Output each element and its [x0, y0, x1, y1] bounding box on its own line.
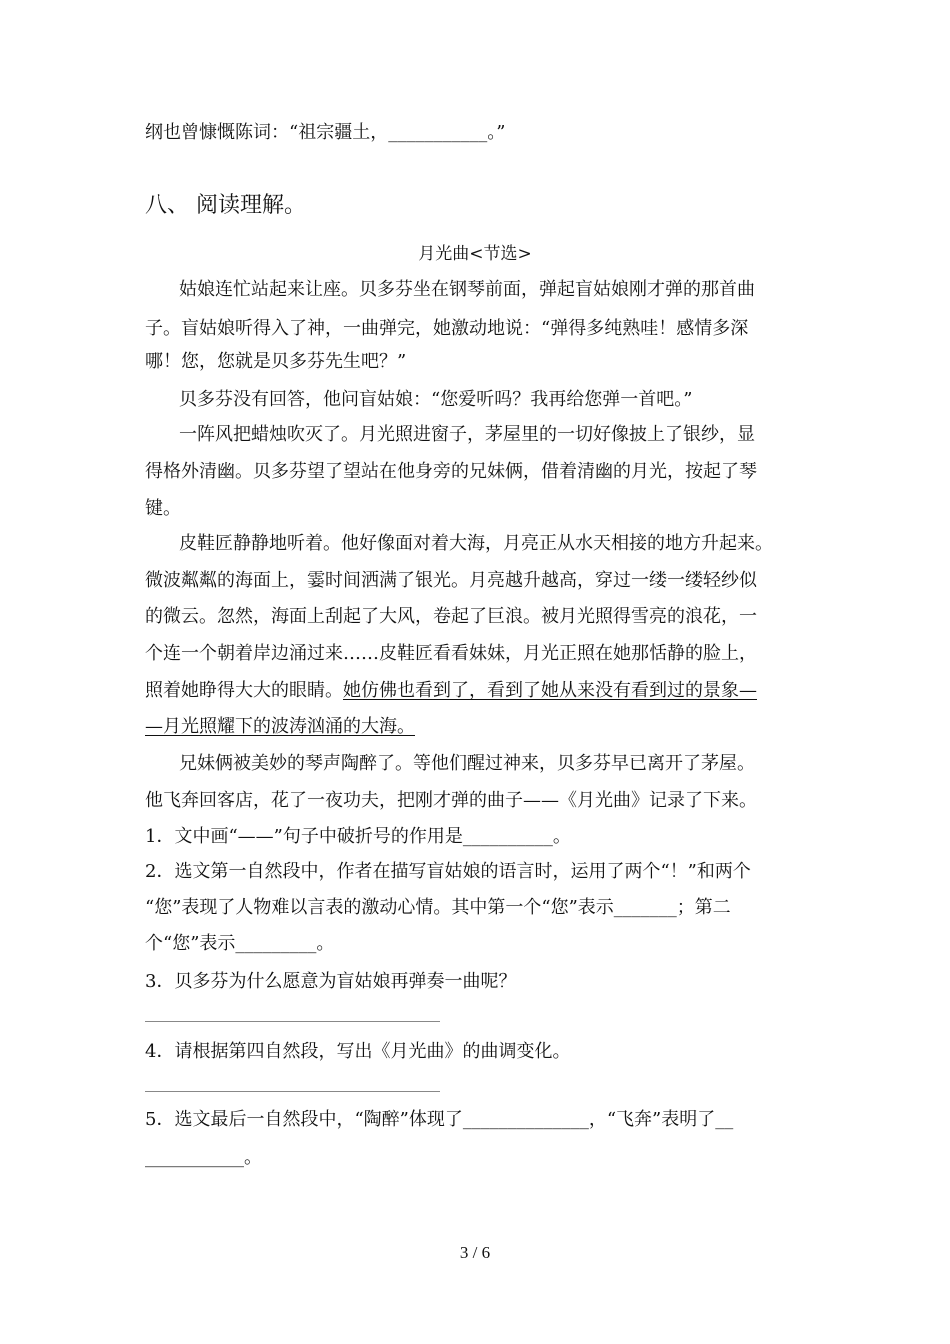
- passage-line: 个连一个朝着岸边涌过来……皮鞋匠看看妹妹，月光正照在她那恬静的脸上，: [145, 643, 757, 664]
- question-4: 4．请根据第四自然段，写出《月光曲》的曲调变化。: [145, 1041, 571, 1062]
- underlined-sentence: 她仿佛也看到了，看到了她从来没有看到过的景象—: [343, 680, 757, 701]
- passage-line: 姑娘连忙站起来让座。贝多芬坐在钢琴前面，弹起盲姑娘刚才弹的那首曲: [179, 279, 755, 300]
- question-3: 3．贝多芬为什么愿意为盲姑娘再弹奏一曲呢？: [145, 971, 517, 992]
- passage-line: 的微云。忽然，海面上刮起了大风，卷起了巨浪。被月光照得雪亮的浪花，一: [145, 606, 757, 627]
- passage-line: 一阵风把蜡烛吹灭了。月光照进窗子，茅屋里的一切好像披上了银纱，显: [179, 424, 755, 445]
- passage-line: 他飞奔回客店，花了一夜功夫，把刚才弹的曲子——《月光曲》记录了下来。: [145, 790, 757, 811]
- question-2-line: 个“您”表示_________。: [145, 933, 335, 954]
- passage-line: 贝多芬没有回答，他问盲姑娘：“您爱听吗？我再给您弹一首吧。”: [179, 389, 693, 410]
- passage-line: 键。: [145, 498, 181, 519]
- passage-line: [145, 679, 757, 703]
- passage-line: 微波粼粼的海面上，霎时间洒满了银光。月亮越升越高，穿过一缕一缕轻纱似: [145, 570, 757, 591]
- page-number: 3 / 6: [459, 1243, 491, 1262]
- question-2-line: “您”表现了人物难以言表的激动心情。其中第一个“您”表示_______；第二: [145, 897, 731, 918]
- passage-line: 兄妹俩被美妙的琴声陶醉了。等他们醒过神来，贝多芬早已离开了茅屋。: [179, 753, 755, 774]
- passage-line: 子。盲姑娘听得入了神，一曲弹完，她激动地说：“弹得多纯熟哇！感情多深: [145, 318, 749, 339]
- question-1: 1．文中画“——”句子中破折号的作用是__________。: [145, 826, 571, 847]
- passage-line-text: 照着她睁得大大的眼睛。: [145, 680, 343, 701]
- answer-line: [145, 1021, 440, 1022]
- answer-line: [145, 1091, 440, 1092]
- passage-line: 哪！您，您就是贝多芬先生吧？”: [145, 351, 407, 372]
- question-5-line: ___________。: [145, 1147, 262, 1168]
- underlined-sentence-cont: —月光照耀下的波涛汹涌的大海。: [145, 716, 415, 737]
- passage-line: 得格外清幽。贝多芬望了望站在他身旁的兄妹俩，借着清幽的月光，按起了琴: [145, 461, 757, 482]
- passage-line: 皮鞋匠静静地听着。他好像面对着大海，月亮正从水天相接的地方升起来。: [179, 533, 773, 554]
- section-heading: 八、 阅读理解。: [145, 193, 306, 218]
- continued-text-line: 纲也曾慷慨陈词：“祖宗疆土，___________。”: [145, 122, 506, 143]
- passage-title: 月光曲<节选>: [418, 244, 532, 264]
- question-5-line: 5．选文最后一自然段中，“陶醉”体现了______________，“飞奔”表明了__: [145, 1109, 734, 1130]
- question-2-line: 2．选文第一自然段中，作者在描写盲姑娘的语言时，运用了两个“！”和两个: [145, 861, 751, 882]
